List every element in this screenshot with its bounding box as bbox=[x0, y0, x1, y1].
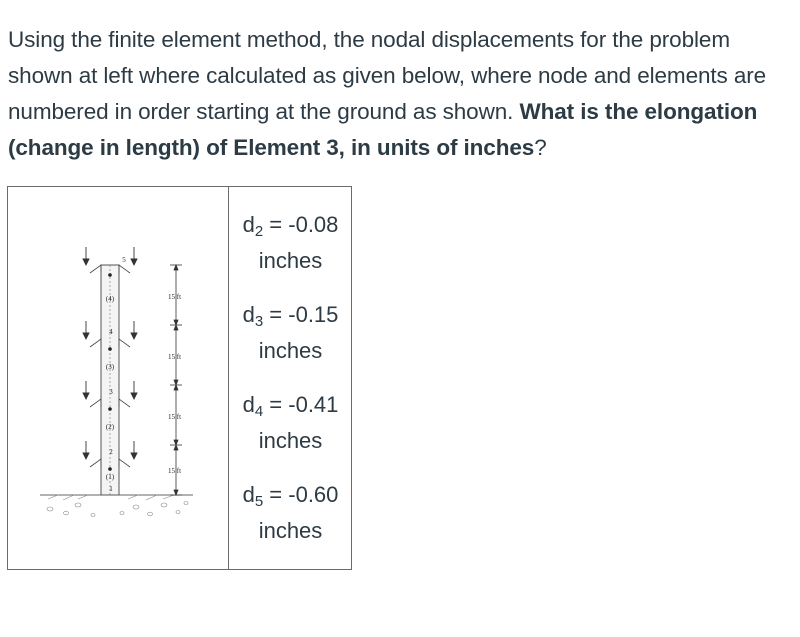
d3-symbol: d bbox=[242, 302, 255, 327]
displacement-d4 bbox=[229, 387, 352, 459]
d3-value: = -0.15 bbox=[263, 302, 339, 327]
question-text bbox=[8, 22, 788, 166]
displacement-d5 bbox=[229, 477, 352, 549]
d2-subscript: 2 bbox=[254, 223, 264, 240]
figure-table bbox=[7, 186, 352, 570]
question-mark: ? bbox=[534, 135, 547, 160]
d5-symbol: d bbox=[242, 482, 255, 507]
question-emphasis: What is the elongation (change in length) of Element 3, in units of inches bbox=[8, 99, 758, 160]
d4-value: = -0.41 bbox=[263, 392, 339, 417]
column-figure bbox=[18, 237, 218, 537]
dimension-label-4: 15 ft bbox=[168, 293, 182, 301]
node-label-3: 3 bbox=[109, 388, 113, 396]
element-label-4: (4) bbox=[105, 295, 115, 303]
d3-subscript: 3 bbox=[254, 313, 264, 330]
element-label-1: (1) bbox=[105, 473, 115, 481]
dimension-label-1: 15 ft bbox=[168, 467, 182, 475]
node-label-2: 2 bbox=[109, 448, 113, 456]
d3-unit: inches bbox=[258, 338, 323, 363]
d4-subscript: 4 bbox=[254, 403, 264, 420]
element-label-3: (3) bbox=[105, 363, 115, 371]
d2-unit: inches bbox=[258, 248, 323, 273]
node-label-1: 1 bbox=[109, 485, 113, 493]
question-intro: Using the finite element method, the nodal displacements for the problem shown at left where calculated as given below, where node and elements are numbered in order starting at the ground as shown. bbox=[8, 27, 767, 124]
dimension-label-3: 15 ft bbox=[168, 353, 182, 361]
d5-unit: inches bbox=[258, 518, 323, 543]
d2-symbol: d bbox=[242, 212, 255, 237]
displacement-column bbox=[229, 187, 352, 569]
d4-unit: inches bbox=[258, 428, 323, 453]
d4-symbol: d bbox=[242, 392, 255, 417]
d2-value: = -0.08 bbox=[263, 212, 339, 237]
dimension-label-2: 15 ft bbox=[168, 413, 182, 421]
d5-value: = -0.60 bbox=[263, 482, 339, 507]
node-label-4: 4 bbox=[109, 328, 113, 336]
displacement-d3 bbox=[229, 297, 352, 369]
displacement-d2 bbox=[229, 207, 352, 279]
node-label-5: 5 bbox=[122, 256, 126, 264]
element-label-2: (2) bbox=[105, 423, 115, 431]
ground-hatch bbox=[40, 495, 193, 517]
d5-subscript: 5 bbox=[254, 493, 264, 510]
